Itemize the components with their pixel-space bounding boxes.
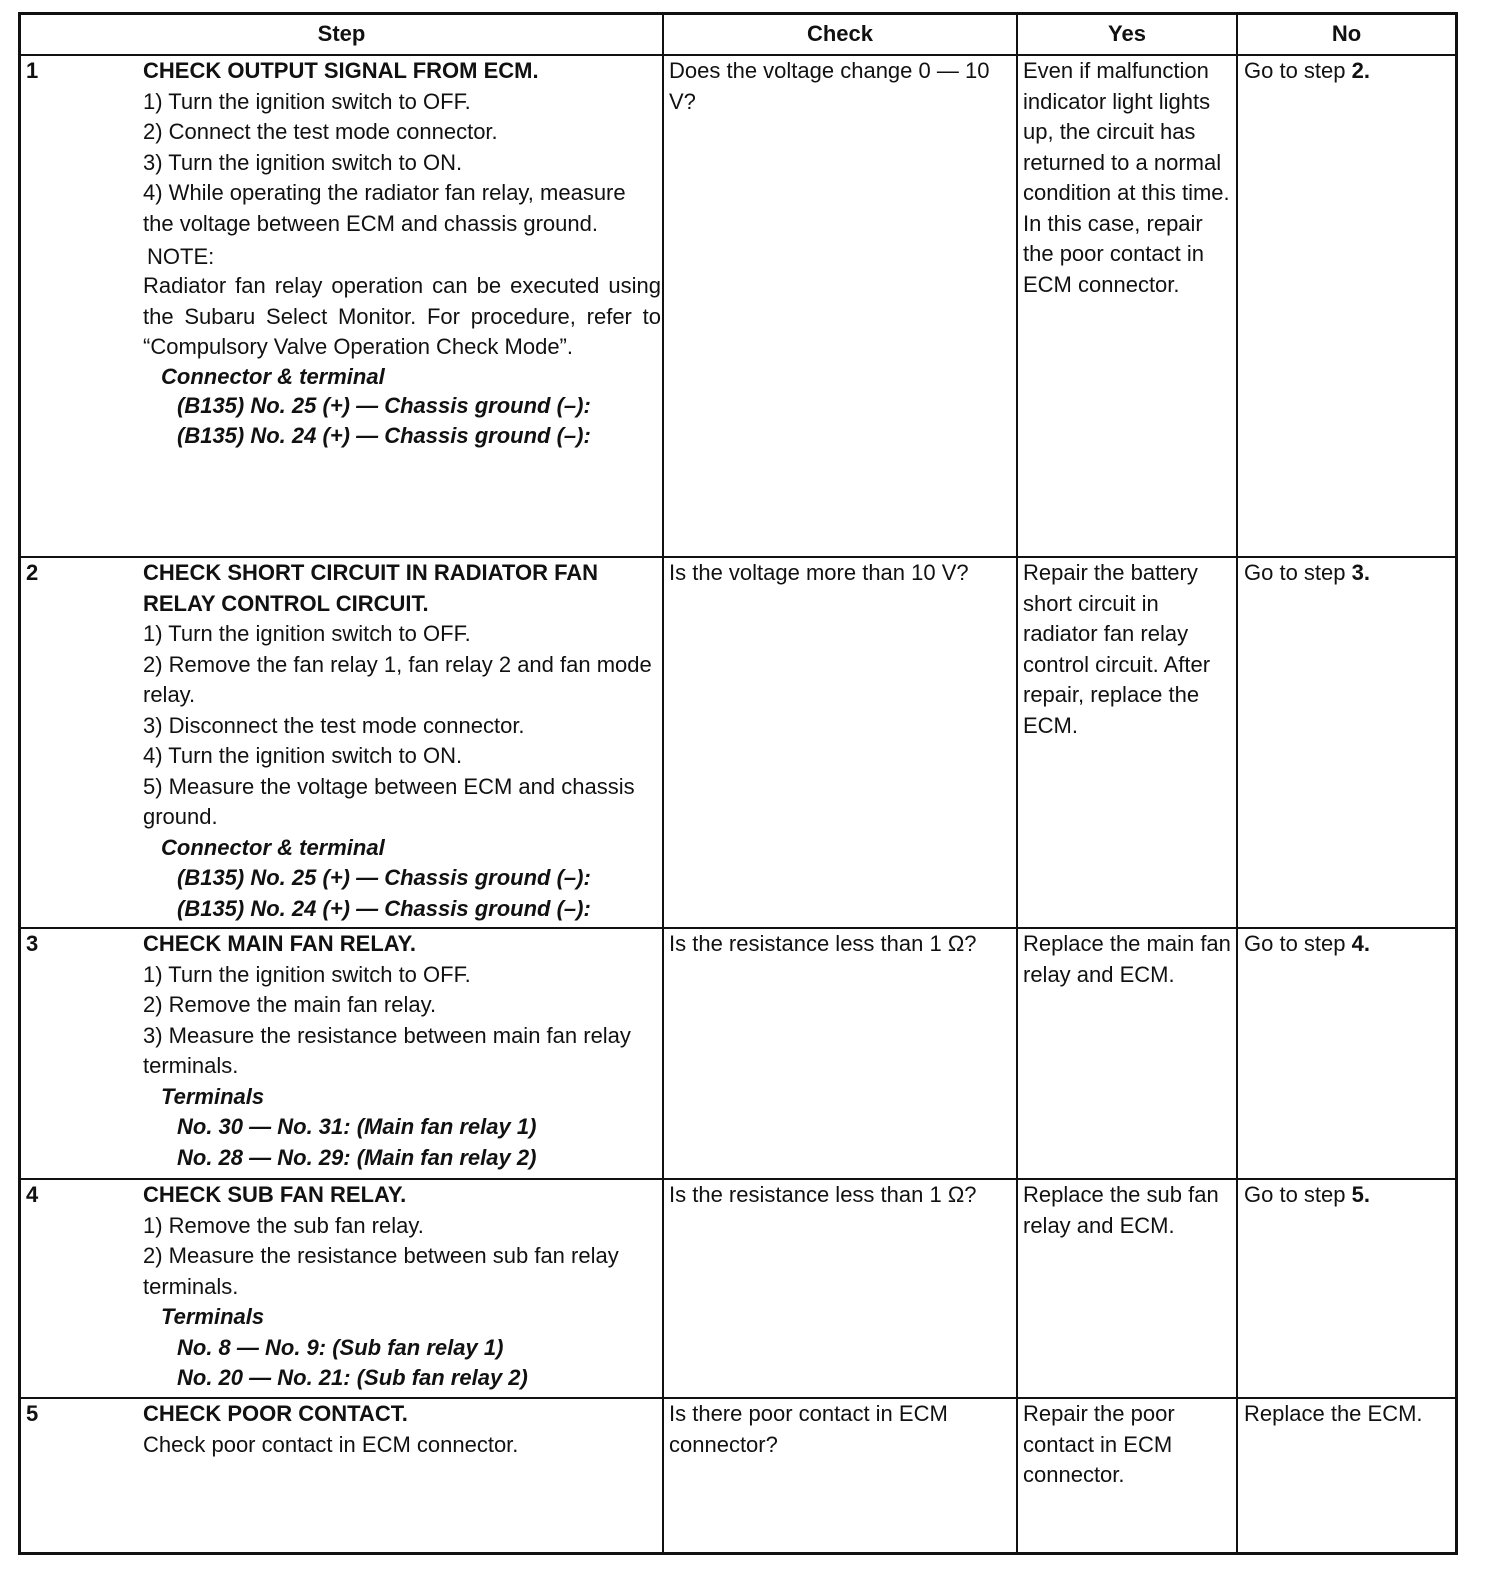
step-title: CHECK OUTPUT SIGNAL FROM ECM. [143,58,539,83]
step-instruction: 4) While operating the radiator fan relay, measure the voltage between ECM and chassis ground. [143,180,626,236]
spec-line: (B135) No. 24 (+) — Chassis ground (–): [177,423,591,448]
step-instruction: 2) Remove the main fan relay. [143,992,437,1017]
step-number: 3 [26,931,39,956]
note-label: NOTE: [147,244,215,269]
spec-label: Connector & terminal [161,834,385,860]
step-instruction: 4) Turn the ignition switch to ON. [143,743,463,768]
spec-line: No. 28 — No. 29: (Main fan relay 2) [177,1144,537,1170]
check-cell: Is there poor contact in ECM connector? [669,1401,948,1457]
step-instruction: 5) Measure the voltage between ECM and chassis ground. [143,773,635,829]
step-instruction: 1) Turn the ignition switch to OFF. [143,621,471,646]
step-instruction: 1) Remove the sub fan relay. [143,1212,424,1238]
step-instruction: 3) Disconnect the test mode connector. [143,712,525,738]
header-yes: Yes [1108,21,1146,46]
yes-cell: Repair the battery short circuit in radiator fan relay control circuit. After repair, replace the ECM. [1023,560,1211,738]
no-cell: Go to step 4. [1244,931,1370,956]
check-cell: Is the voltage more than 10 V? [669,560,969,585]
step-instruction: 1) Turn the ignition switch to OFF. [143,961,471,987]
step-instruction: 3) Measure the resistance between main fan relay terminals. [143,1022,631,1078]
spec-line: No. 30 — No. 31: (Main fan relay 1) [177,1114,537,1139]
column-divider [1236,15,1238,1552]
check-cell: Is the resistance less than 1 Ω? [669,931,977,956]
spec-line: (B135) No. 25 (+) — Chassis ground (–): [177,865,591,890]
yes-cell: Even if malfunction indicator light lights up, the circuit has returned to a normal condition at this time. In this case, repair the poor contact in ECM connector. [1023,58,1230,297]
step-number: 5 [26,1401,39,1426]
step-number: 4 [26,1182,39,1207]
step-title: CHECK POOR CONTACT. [143,1401,408,1426]
step-cell [143,1399,661,1460]
yes-cell: Replace the main fan relay and ECM. [1023,931,1231,987]
yes-cell: Repair the poor contact in ECM connector. [1023,1401,1175,1487]
yes-cell: Replace the sub fan relay and ECM. [1023,1182,1219,1238]
no-cell: Replace the ECM. [1244,1401,1423,1426]
step-title: CHECK SUB FAN RELAY. [143,1182,407,1207]
step-cell [143,56,661,452]
note-text: Radiator fan relay operation can be executed using the Subaru Select Monitor. For procedure, refer to “Compulsory Valve Operation Check Mode”. [143,273,661,359]
step-instruction: 1) Turn the ignition switch to OFF. [143,88,471,114]
step-instruction: Check poor contact in ECM connector. [143,1431,519,1457]
header-step: Step [317,21,366,46]
column-divider [662,15,664,1552]
spec-line: (B135) No. 25 (+) — Chassis ground (–): [177,392,591,418]
header-check: Check [806,21,874,46]
no-cell: Go to step 3. [1244,560,1370,585]
step-number: 2 [26,560,39,585]
spec-line: No. 20 — No. 21: (Sub fan relay 2) [177,1365,528,1390]
diagnostic-table [18,12,1458,1555]
spec-line: No. 8 — No. 9: (Sub fan relay 1) [177,1334,504,1360]
step-title: CHECK MAIN FAN RELAY. [143,931,416,956]
no-cell: Go to step 5. [1244,1182,1370,1207]
step-cell [143,1180,661,1394]
step-title: CHECK SHORT CIRCUIT IN RADIATOR FAN RELAY CONTROL CIRCUIT. [143,560,599,616]
check-cell: Is the resistance less than 1 Ω? [669,1182,977,1207]
no-cell: Go to step 2. [1244,58,1370,83]
spec-line: (B135) No. 24 (+) — Chassis ground (–): [177,895,591,921]
step-instruction: 2) Measure the resistance between sub fan relay terminals. [143,1243,619,1299]
header-no: No [1331,21,1362,46]
step-instruction: 2) Remove the fan relay 1, fan relay 2 and fan mode relay. [143,651,652,707]
step-cell [143,558,661,924]
column-divider [1016,15,1018,1552]
step-number: 1 [26,58,39,83]
step-instruction: 3) Turn the ignition switch to ON. [143,149,463,175]
check-cell: Does the voltage change 0 — 10 V? [669,58,990,114]
step-cell [143,929,661,1173]
spec-label: Terminals [161,1083,265,1109]
spec-label: Connector & terminal [161,363,385,389]
spec-label: Terminals [161,1304,265,1329]
step-instruction: 2) Connect the test mode connector. [143,119,498,144]
